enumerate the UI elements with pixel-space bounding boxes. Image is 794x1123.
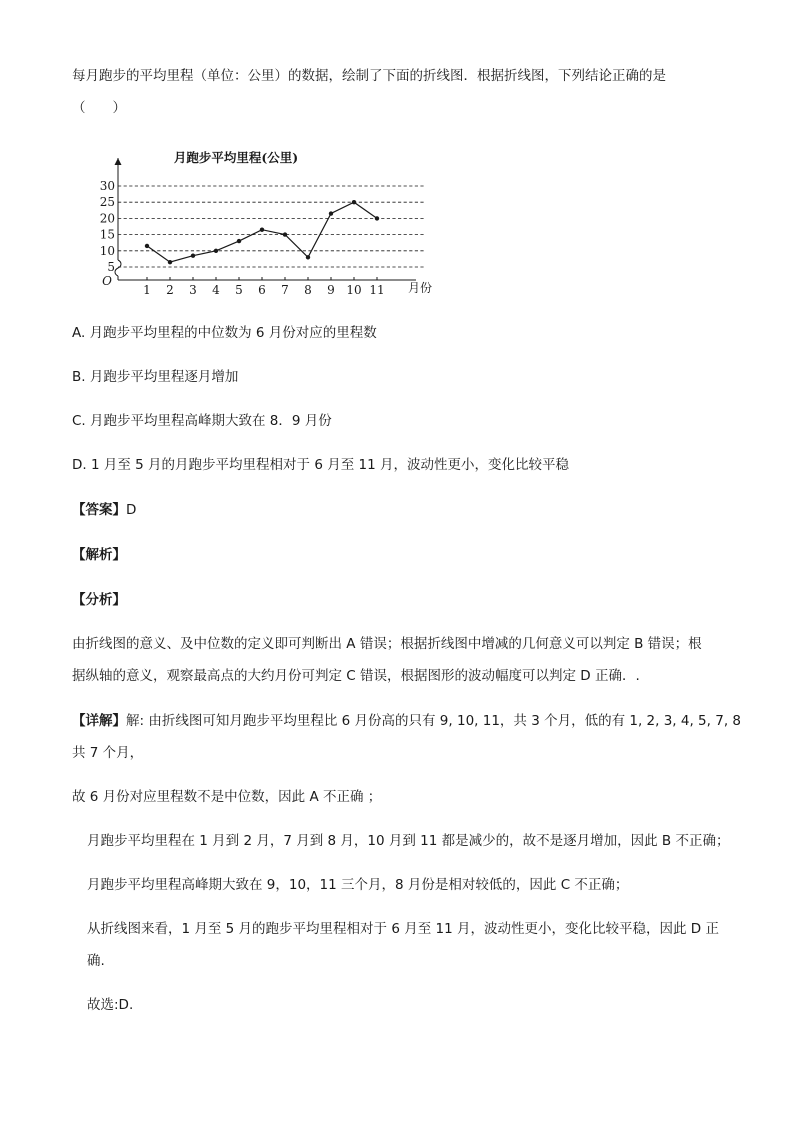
analysis-title: 【解析】: [72, 547, 126, 563]
data-point-1: [145, 244, 149, 248]
data-point-11: [375, 216, 379, 220]
data-point-2: [168, 260, 172, 264]
detail-line-5: 月跑步平均里程高峰期大致在 9，10，11 三个月，8 月份是相对较低的，因此 C 不正确；: [87, 877, 629, 893]
y-tick-label-10: 10: [99, 243, 115, 258]
x-tick-label-5: 5: [235, 283, 243, 297]
y-tick-label-20: 20: [99, 211, 115, 226]
x-tick-label-8: 8: [304, 283, 312, 297]
y-axis-arrow: [115, 158, 122, 165]
series-line: [147, 202, 377, 262]
answer-value: D: [126, 502, 137, 518]
y-tick-label-30: 30: [99, 179, 115, 193]
x-tick-label-4: 4: [212, 283, 220, 297]
answer-label: 【答案】: [72, 502, 126, 518]
data-point-10: [352, 200, 356, 204]
option-a: A. 月跑步平均里程的中位数为 6 月份对应的里程数: [72, 325, 377, 341]
chart-axes: [115, 158, 417, 280]
y-axis-break: [115, 260, 121, 276]
question-stem-line-1: 每月跑步的平均里程（单位：公里）的数据，绘制了下面的折线图．根据折线图，下列结论正确的是: [72, 68, 666, 84]
x-tick-label-2: 2: [166, 283, 174, 297]
x-tick-label-11: 11: [369, 283, 385, 297]
detail-label: 【详解】: [72, 713, 126, 729]
x-tick-label-7: 7: [281, 283, 289, 297]
x-tick-label-6: 6: [258, 283, 266, 297]
option-c: C. 月跑步平均里程高峰期大致在 8．9 月份: [72, 413, 332, 429]
detail-line-1-text: 解: 由折线图可知月跑步平均里程比 6 月份高的只有 9, 10, 11，共 3 个月，低的有 1, 2, 3, 4, 5, 7, 8: [126, 713, 741, 729]
fenxi-line-2: 据纵轴的意义，观察最高点的大约月份可判定 C 错误，根据图形的波动幅度可以判定 D 正确．.: [72, 668, 640, 684]
y-tick-label-5: 5: [107, 260, 115, 274]
x-tick-label-10: 10: [346, 283, 362, 297]
data-point-6: [260, 228, 264, 232]
y-tick-label-15: 15: [99, 227, 115, 242]
chart-grid: [118, 186, 424, 267]
chart-title: 月跑步平均里程(公里): [173, 150, 299, 165]
x-tick-label-1: 1: [143, 283, 151, 297]
answer-line: [72, 500, 136, 520]
detail-line-1: [72, 711, 741, 731]
chart-x-axis-label: 月份: [407, 281, 433, 295]
line-chart: [98, 146, 438, 298]
option-d: D. 1 月至 5 月的月跑步平均里程相对于 6 月至 11 月，波动性更小，变化比较平稳: [72, 457, 569, 473]
data-point-4: [214, 249, 218, 253]
chart-ticks: [100, 179, 385, 297]
fenxi-line-1: 由折线图的意义、及中位数的定义即可判断出 A 错误；根据折线图中增减的几何意义可以判定 B 错误；根: [72, 636, 702, 652]
y-tick-label-25: 25: [99, 195, 115, 210]
data-point-8: [306, 255, 310, 259]
data-point-7: [283, 232, 287, 236]
question-stem-line-2: （ ）: [72, 100, 126, 116]
data-point-3: [191, 253, 195, 257]
detail-line-4: 月跑步平均里程在 1 月到 2 月，7 月到 8 月，10 月到 11 都是减少的，故不是逐月增加，因此 B 不正确；: [87, 833, 730, 849]
chart-series: [145, 200, 379, 264]
fenxi-label: 【分析】: [72, 592, 126, 608]
detail-line-7: 确.: [87, 953, 105, 969]
detail-line-2: 共 7 个月，: [72, 745, 144, 761]
x-tick-label-9: 9: [327, 283, 335, 297]
data-point-5: [237, 239, 241, 243]
detail-line-3: 故 6 月份对应里程数不是中位数，因此 A 不正确 ；: [72, 789, 382, 805]
option-b: B. 月跑步平均里程逐月增加: [72, 369, 239, 385]
detail-line-6: 从折线图来看，1 月至 5 月的跑步平均里程相对于 6 月至 11 月，波动性更小，变化比较平稳，因此 D 正: [87, 921, 719, 937]
x-tick-label-3: 3: [189, 283, 197, 297]
data-point-9: [329, 211, 333, 215]
chart-origin-label: O: [102, 274, 112, 288]
detail-conclusion: 故选:D.: [87, 997, 134, 1013]
